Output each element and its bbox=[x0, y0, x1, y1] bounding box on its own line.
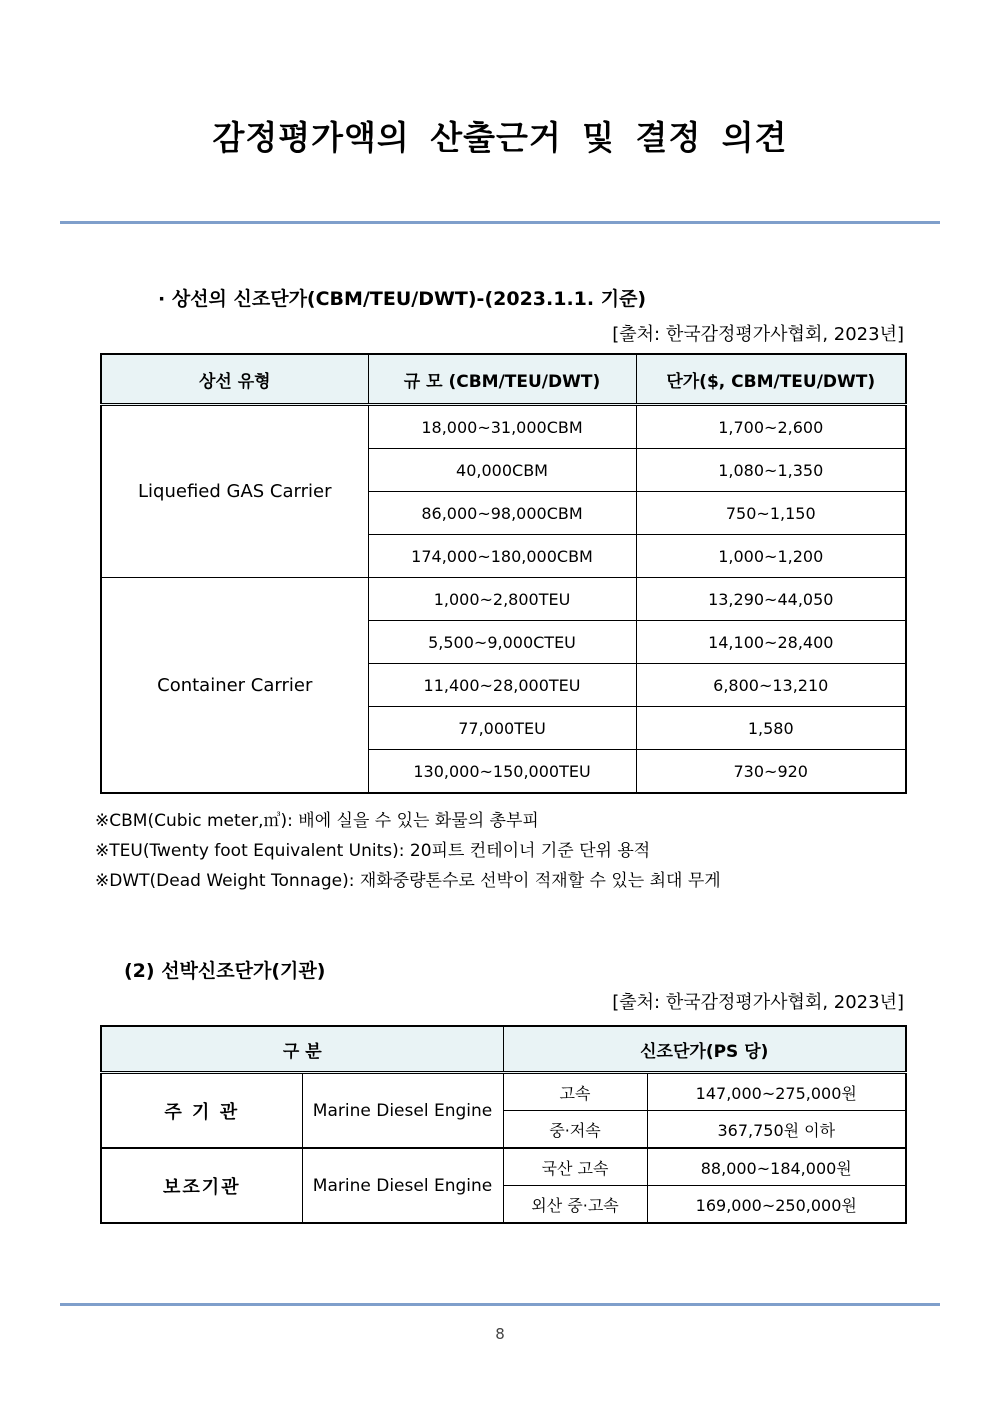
price-cell: 750~1,150 bbox=[636, 492, 906, 535]
header-new-build-price: 신조단가(PS 당) bbox=[503, 1026, 906, 1073]
top-divider bbox=[60, 221, 940, 224]
scale-cell: 130,000~150,000TEU bbox=[368, 750, 636, 794]
price-cell: 730~920 bbox=[636, 750, 906, 794]
price-cell: 367,750원 이하 bbox=[647, 1111, 906, 1149]
ship-type-cell: Liquefied GAS Carrier bbox=[101, 405, 368, 578]
footnotes bbox=[95, 806, 721, 896]
header-scale: 규 모 (CBM/TEU/DWT) bbox=[368, 354, 636, 405]
header-category: 구 분 bbox=[101, 1026, 503, 1073]
price-cell: 147,000~275,000원 bbox=[647, 1073, 906, 1111]
table-row bbox=[101, 1073, 906, 1111]
footnote-dwt: ※DWT(Dead Weight Tonnage): 재화중량톤수로 선박이 적재할 수 있는 최대 무게 bbox=[95, 871, 721, 891]
price-cell: 1,700~2,600 bbox=[636, 405, 906, 449]
price-cell: 14,100~28,400 bbox=[636, 621, 906, 664]
table-row bbox=[101, 578, 906, 621]
engine-group-cell: 주 기 관 bbox=[101, 1073, 302, 1149]
speed-cell: 국산 고속 bbox=[503, 1148, 647, 1186]
page-title: 감정평가액의 산출근거 및 결정 의견 bbox=[212, 118, 788, 157]
section2-heading: (2) 선박신조단가(기관) bbox=[124, 960, 326, 982]
price-cell: 13,290~44,050 bbox=[636, 578, 906, 621]
engine-type-cell: Marine Diesel Engine bbox=[302, 1148, 503, 1223]
section1-heading: · 상선의 신조단가(CBM/TEU/DWT)-(2023.1.1. 기준) bbox=[158, 288, 647, 310]
scale-cell: 77,000TEU bbox=[368, 707, 636, 750]
scale-cell: 86,000~98,000CBM bbox=[368, 492, 636, 535]
price-cell: 1,580 bbox=[636, 707, 906, 750]
engine-type-cell: Marine Diesel Engine bbox=[302, 1073, 503, 1149]
scale-cell: 5,500~9,000CTEU bbox=[368, 621, 636, 664]
bottom-divider bbox=[60, 1303, 940, 1306]
price-cell: 1,000~1,200 bbox=[636, 535, 906, 578]
scale-cell: 18,000~31,000CBM bbox=[368, 405, 636, 449]
engine-group-cell: 보조기관 bbox=[101, 1148, 302, 1223]
scale-cell: 174,000~180,000CBM bbox=[368, 535, 636, 578]
section2-source: [출처: 한국감정평가사협회, 2023년] bbox=[612, 992, 904, 1013]
header-ship-type: 상선 유형 bbox=[101, 354, 368, 405]
engine-price-table bbox=[100, 1025, 907, 1224]
table-header-row bbox=[101, 354, 906, 405]
speed-cell: 외산 중·고속 bbox=[503, 1186, 647, 1224]
ship-price-table bbox=[100, 353, 907, 794]
price-cell: 1,080~1,350 bbox=[636, 449, 906, 492]
ship-type-cell: Container Carrier bbox=[101, 578, 368, 794]
price-cell: 6,800~13,210 bbox=[636, 664, 906, 707]
scale-cell: 11,400~28,000TEU bbox=[368, 664, 636, 707]
table-row bbox=[101, 1148, 906, 1186]
table-header-row bbox=[101, 1026, 906, 1073]
price-cell: 169,000~250,000원 bbox=[647, 1186, 906, 1224]
section1-source: [출처: 한국감정평가사협회, 2023년] bbox=[612, 324, 904, 345]
header-unit-price: 단가($, CBM/TEU/DWT) bbox=[636, 354, 906, 405]
speed-cell: 중·저속 bbox=[503, 1111, 647, 1149]
scale-cell: 1,000~2,800TEU bbox=[368, 578, 636, 621]
page-number: 8 bbox=[495, 1325, 505, 1343]
table-row bbox=[101, 405, 906, 449]
footnote-teu: ※TEU(Twenty foot Equivalent Units): 20피트 컨테이너 기준 단위 용적 bbox=[95, 841, 651, 861]
scale-cell: 40,000CBM bbox=[368, 449, 636, 492]
price-cell: 88,000~184,000원 bbox=[647, 1148, 906, 1186]
speed-cell: 고속 bbox=[503, 1073, 647, 1111]
footnote-cbm: ※CBM(Cubic meter,㎥): 배에 실을 수 있는 화물의 총부피 bbox=[95, 811, 539, 831]
